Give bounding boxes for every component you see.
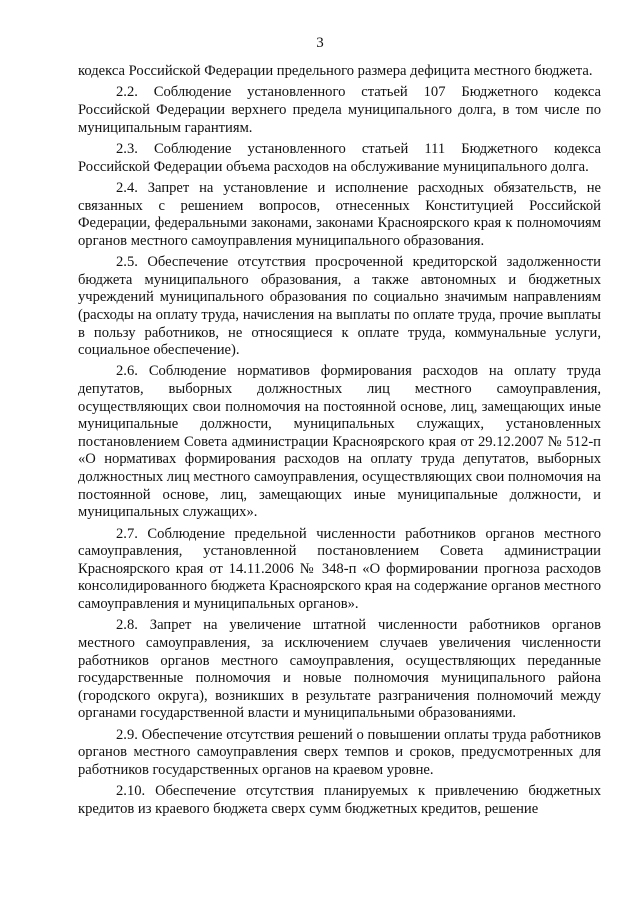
- paragraph-2-8: 2.8. Запрет на увеличение штатной численности работников органов местного самоуправления, за исключением случаев увеличения численности работников органов местного самоуправления, осуществляющих переданные государственные полномочия и новые полномочия муниципального района (городского округа), возникших в результате разграничения полномочий между органами государственной власти и муниципальными образованиями.: [78, 617, 601, 722]
- paragraph-2-3: 2.3. Соблюдение установленного статьей 111 Бюджетного кодекса Российской Федерации объема расходов на обслуживание муниципального долга.: [78, 140, 601, 175]
- paragraph-2-2: 2.2. Соблюдение установленного статьей 107 Бюджетного кодекса Российской Федерации верхнего предела муниципального долга, в том числе по муниципальным гарантиям.: [78, 84, 601, 136]
- paragraph-2-10: 2.10. Обеспечение отсутствия планируемых к привлечению бюджетных кредитов из краевого бюджета сверх сумм бюджетных кредитов, решение: [78, 783, 601, 817]
- paragraph-2-4: 2.4. Запрет на установление и исполнение расходных обязательств, не связанных с решением вопросов, отнесенных Конституцией Российской Федерации, федеральными законами, законами Красноярского края к полномочиям органов местного самоуправления муниципального образования.: [78, 179, 601, 249]
- paragraph-2-5: 2.5. Обеспечение отсутствия просроченной кредиторской задолженности бюджета муниципального образования, а также автономных и бюджетных учреждений муниципального образования по социально значимым направлениям (расходы на оплату труда, начисления на выплаты по оплате труда, прочие выплаты в пользу работников, не относящиеся к оплате труда, коммунальные услуги, социальное обеспечение).: [78, 254, 601, 359]
- paragraph-2-7: 2.7. Соблюдение предельной численности работников органов местного самоуправления, установленной постановлением Совета администрации Красноярского края от 14.11.2006 № 348-п «О формировании прогноза расходов консолидированного бюджета Красноярского края на содержание органов местного самоуправления и муниципальных органов».: [78, 525, 601, 612]
- page-number: 3: [316, 35, 324, 51]
- paragraph-2-9: 2.9. Обеспечение отсутствия решений о повышении оплаты труда работников органов местного самоуправления сверх темпов и сроков, предусмотренных для работников государственных органов на краевом уровне.: [78, 726, 601, 778]
- paragraph-2-1-continuation: кодекса Российской Федерации предельного размера дефицита местного бюджета.: [78, 63, 593, 79]
- paragraph-2-6: 2.6. Соблюдение нормативов формирования расходов на оплату труда депутатов, выборных должностных лиц местного самоуправления, осуществляющих свои полномочия на постоянной основе, лиц, замещающих иные муниципальные должности, муниципальных служащих, установленных постановлением Совета администрации Красноярского края от 29.12.2007 № 512-п «О нормативах формирования расходов на оплату труда депутатов, выборных должностных лиц местного самоуправления, осуществляющих свои полномочия на постоянной основе, лиц, замещающих иные муниципальные должности, и муниципальных служащих».: [78, 363, 601, 521]
- document-body: [78, 63, 601, 819]
